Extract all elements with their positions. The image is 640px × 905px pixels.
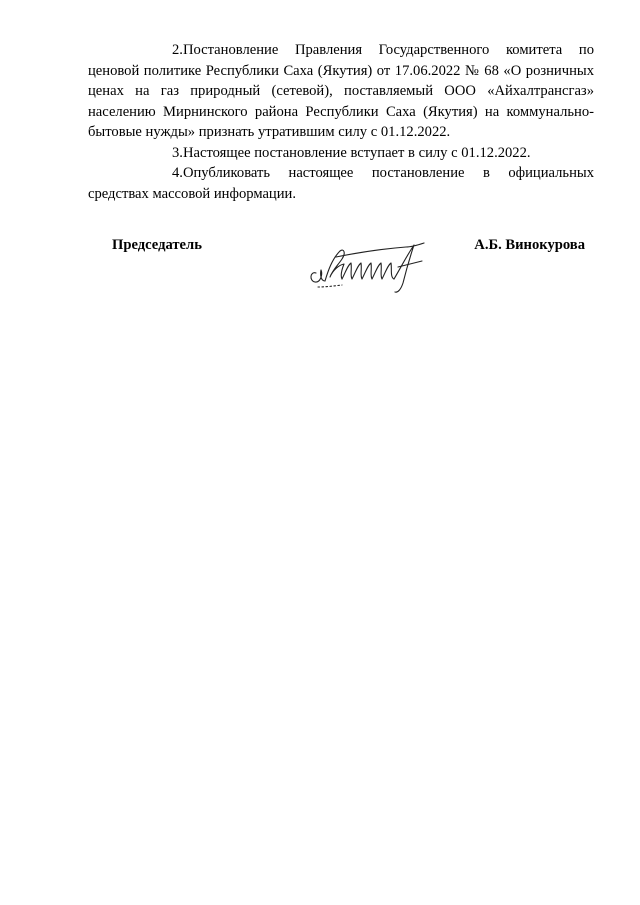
paragraph-text: Настоящее постановление вступает в силу с 01.12.2022. bbox=[182, 144, 531, 161]
paragraph-4 bbox=[88, 163, 594, 204]
signature-block bbox=[88, 237, 594, 297]
paragraph-text: Опубликовать настоящее постановление в официальных средствах массовой информации. bbox=[88, 165, 594, 202]
paragraph-number: 4. bbox=[172, 165, 183, 181]
document-body bbox=[88, 40, 594, 204]
paragraph-3 bbox=[88, 143, 594, 164]
paragraph-number: 2. bbox=[172, 42, 183, 58]
signatory-name: А.Б. Винокурова bbox=[474, 237, 585, 253]
handwritten-signature bbox=[306, 237, 432, 295]
signatory-title: Председатель bbox=[112, 237, 202, 253]
paragraph-text: Постановление Правления Государственного комитета по ценовой политике Республики Саха (Якутия) от 17.06.2022 № 68 «О розничных ценах на газ природный (сетевой), поставляемый ООО «Айхалтрансгаз» населению Мирнинского района Республики Саха (Якутия) на коммунально-бытовые нужды» признать утратившим силу с 01.12.2022. bbox=[88, 42, 594, 140]
paragraph-2 bbox=[88, 40, 594, 143]
paragraph-number: 3. bbox=[172, 144, 183, 161]
